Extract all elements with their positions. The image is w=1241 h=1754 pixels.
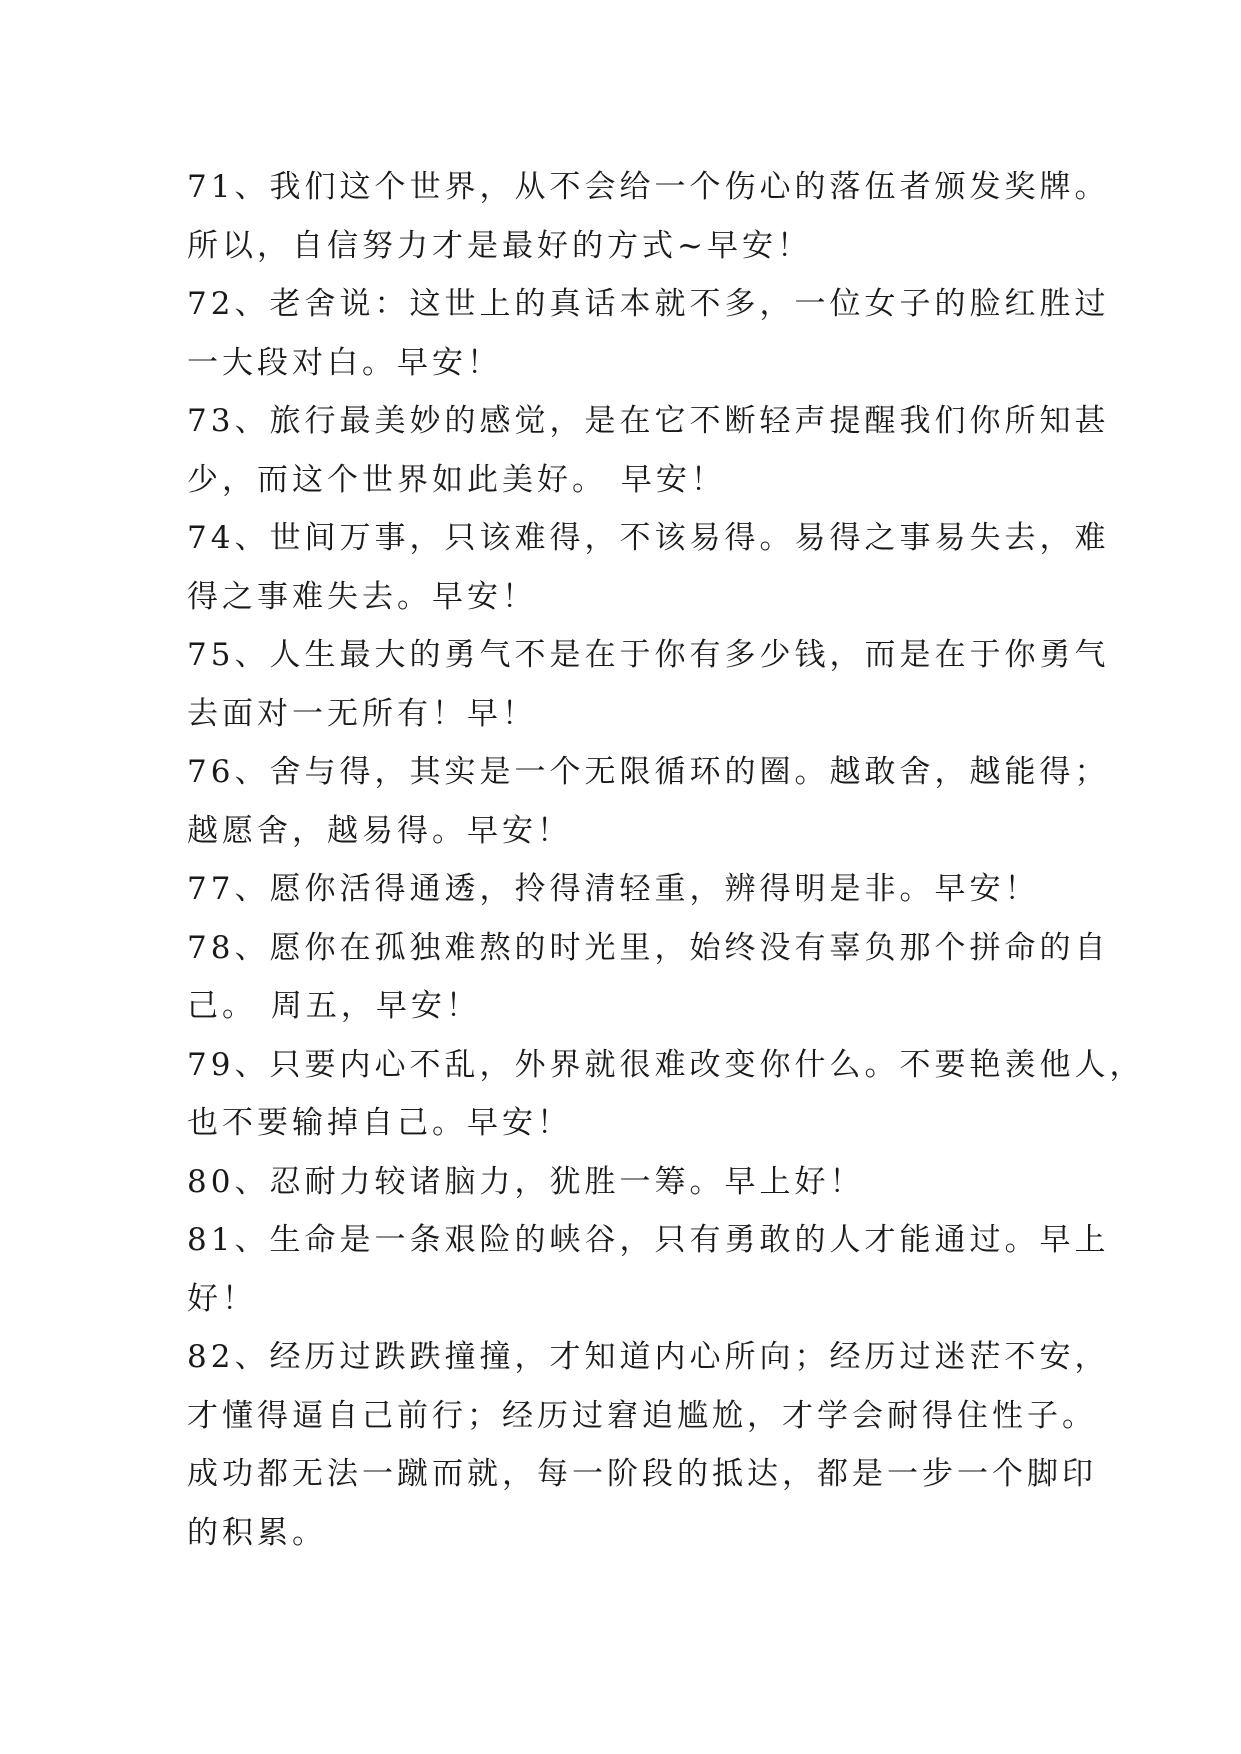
- text-line: 所以，自信努力才是最好的方式~早安！: [187, 227, 812, 264]
- text-line: 去面对一无所有！早！: [187, 695, 537, 732]
- text-line: 越愿舍，越易得。早安！: [187, 812, 572, 849]
- text-line: 好！: [187, 1280, 257, 1317]
- document-body: [187, 158, 1145, 1562]
- text-line: 82、经历过跌跌撞撞，才知道内心所向；经历过迷茫不安，: [187, 1339, 1110, 1375]
- text-line: 81、生命是一条艰险的峡谷，只有勇敢的人才能通过。早上: [187, 1222, 1110, 1258]
- text-line: 也不要输掉自己。早安！: [187, 1105, 572, 1141]
- text-line: 79、只要内心不乱，外界就很难改变你什么。不要艳羡他人，: [187, 1046, 1145, 1083]
- text-line: 73、旅行最美妙的感觉，是在它不断轻声提醒我们你所知甚: [187, 403, 1110, 439]
- text-line: 72、老舍说：这世上的真话本就不多，一位女子的脸红胜过: [187, 286, 1110, 322]
- text-line: 71、我们这个世界，从不会给一个伤心的落伍者颁发奖牌。: [187, 169, 1110, 205]
- text-line: 74、世间万事，只该难得，不该易得。易得之事易失去，难: [187, 520, 1110, 556]
- text-line: 75、人生最大的勇气不是在于你有多少钱，而是在于你勇气: [187, 637, 1110, 673]
- text-line: 76、舍与得，其实是一个无限循环的圈。越敢舍，越能得；: [187, 754, 1110, 790]
- text-line: 78、愿你在孤独难熬的时光里，始终没有辜负那个拼命的自: [187, 929, 1110, 966]
- text-line: 的积累。: [187, 1514, 327, 1551]
- text-line: 少，而这个世界如此美好。 早安！: [187, 461, 726, 498]
- text-line: 成功都无法一蹴而就，每一阶段的抵达，都是一步一个脚印: [187, 1456, 1097, 1492]
- text-line: 才懂得逼自己前行；经历过窘迫尴尬，才学会耐得住性子。: [187, 1397, 1097, 1434]
- text-line: 80、忍耐力较诸脑力，犹胜一筹。早上好！: [187, 1163, 865, 1200]
- text-line: 77、愿你活得通透，拎得清轻重，辨得明是非。早安！: [187, 871, 1040, 907]
- text-line: 己。 周五，早安！: [187, 988, 481, 1024]
- text-line: 得之事难失去。早安！: [187, 578, 537, 615]
- text-line: 一大段对白。早安！: [187, 344, 502, 381]
